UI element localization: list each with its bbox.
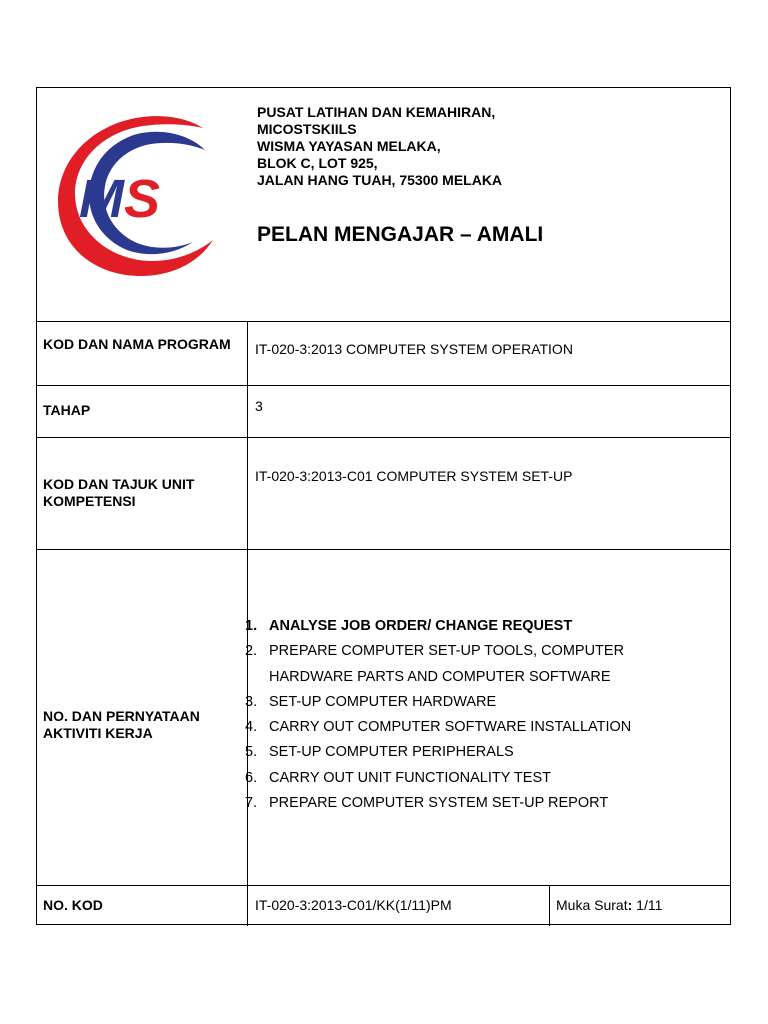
- page-number: [556, 897, 662, 914]
- address-line: MICOSTSKIILS: [257, 121, 357, 137]
- list-item: 1. ANALYSE JOB ORDER/ CHANGE REQUEST: [245, 618, 573, 634]
- column-divider: [247, 322, 248, 385]
- document-title: PELAN MENGAJAR – AMALI: [257, 223, 544, 246]
- page-value: 1/11: [636, 897, 663, 913]
- address-line: JALAN HANG TUAH, 75300 MELAKA: [257, 172, 503, 188]
- row-unit: [37, 438, 730, 550]
- list-item: 6. CARRY OUT UNIT FUNCTIONALITY TEST: [245, 769, 551, 786]
- ms-logo: [53, 114, 235, 276]
- activities-list: [245, 614, 631, 816]
- document-frame: [36, 87, 731, 925]
- address-line: BLOK C, LOT 925,: [257, 155, 378, 171]
- row-program: [37, 322, 730, 386]
- document-header: [37, 88, 730, 322]
- institution-address: [257, 104, 502, 189]
- tahap-label: TAHAP: [43, 402, 91, 418]
- unit-label: KOD DAN TAJUK UNIT KOMPETENSI: [43, 476, 195, 509]
- tahap-value: 3: [255, 398, 263, 414]
- column-divider: [247, 386, 248, 437]
- activities-label: NO. DAN PERNYATAAN AKTIVITI KERJA: [43, 708, 200, 741]
- row-tahap: [37, 386, 730, 438]
- list-item: 3. SET-UP COMPUTER HARDWARE: [245, 693, 497, 710]
- program-value: IT-020-3:2013 COMPUTER SYSTEM OPERATION: [255, 341, 573, 357]
- logo-letter-m: MS: [79, 169, 161, 229]
- address-line: WISMA YAYASAN MELAKA,: [257, 138, 441, 154]
- column-divider: [247, 438, 248, 549]
- list-item: 2. PREPARE COMPUTER SET-UP TOOLS, COMPUTER: [245, 643, 625, 660]
- row-nokod: [37, 886, 730, 926]
- column-divider: [247, 886, 248, 926]
- page-colon: :: [627, 897, 633, 913]
- nokod-label: NO. KOD: [43, 897, 103, 913]
- unit-value: IT-020-3:2013-C01 COMPUTER SYSTEM SET-UP: [255, 468, 573, 484]
- program-label: KOD DAN NAMA PROGRAM: [43, 336, 231, 352]
- list-item: 7. PREPARE COMPUTER SYSTEM SET-UP REPORT: [245, 795, 609, 812]
- page-label: Muka Surat: [556, 897, 628, 913]
- row-activities: [37, 550, 730, 886]
- address-line: PUSAT LATIHAN DAN KEMAHIRAN,: [257, 104, 496, 120]
- list-item: HARDWARE PARTS AND COMPUTER SOFTWARE: [269, 668, 611, 685]
- column-divider: [549, 886, 550, 926]
- list-item: 4. CARRY OUT COMPUTER SOFTWARE INSTALLATION: [245, 719, 632, 736]
- nokod-value: IT-020-3:2013-C01/KK(1/11)PM: [255, 897, 452, 913]
- list-item: 5. SET-UP COMPUTER PERIPHERALS: [245, 744, 514, 761]
